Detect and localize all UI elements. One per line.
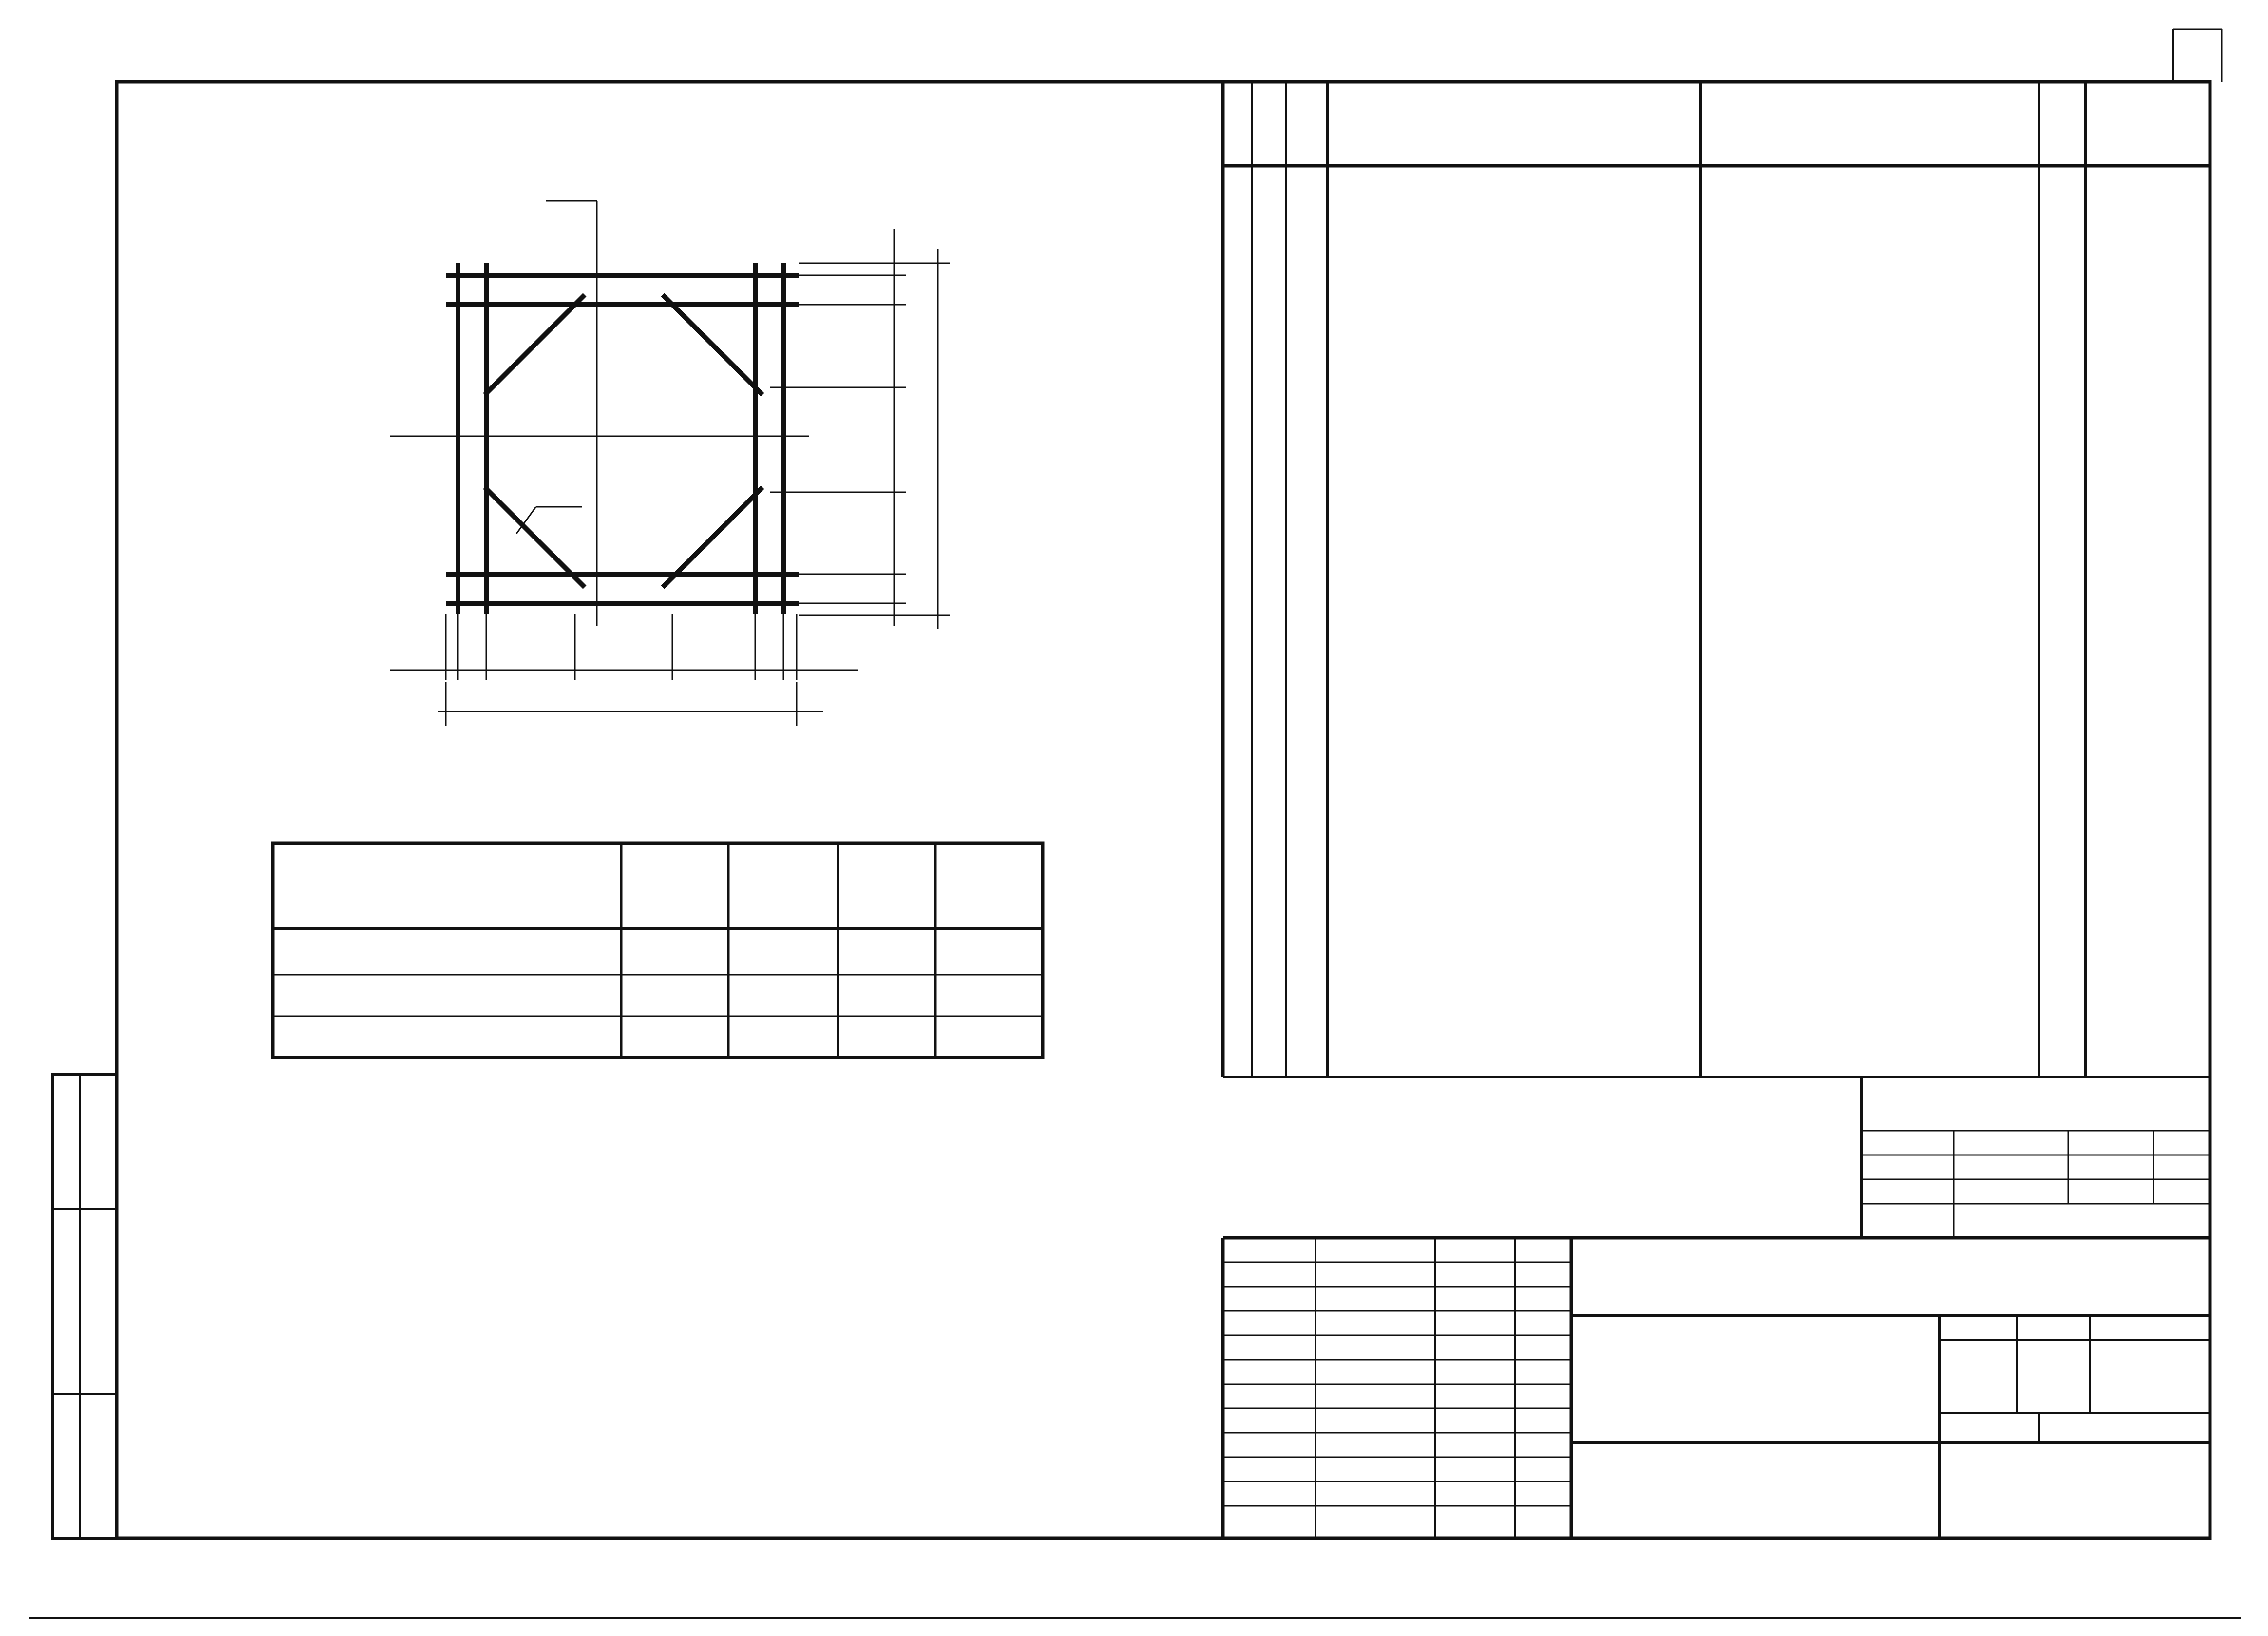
side-stamp [53, 1075, 117, 1538]
title-block [1223, 1238, 2210, 1538]
binding-block [1861, 1077, 2210, 1238]
variants-table [273, 843, 1043, 1058]
sheet-frame [29, 29, 2241, 1618]
mesh-drawing [390, 201, 950, 726]
specification-table [1223, 82, 2210, 1077]
